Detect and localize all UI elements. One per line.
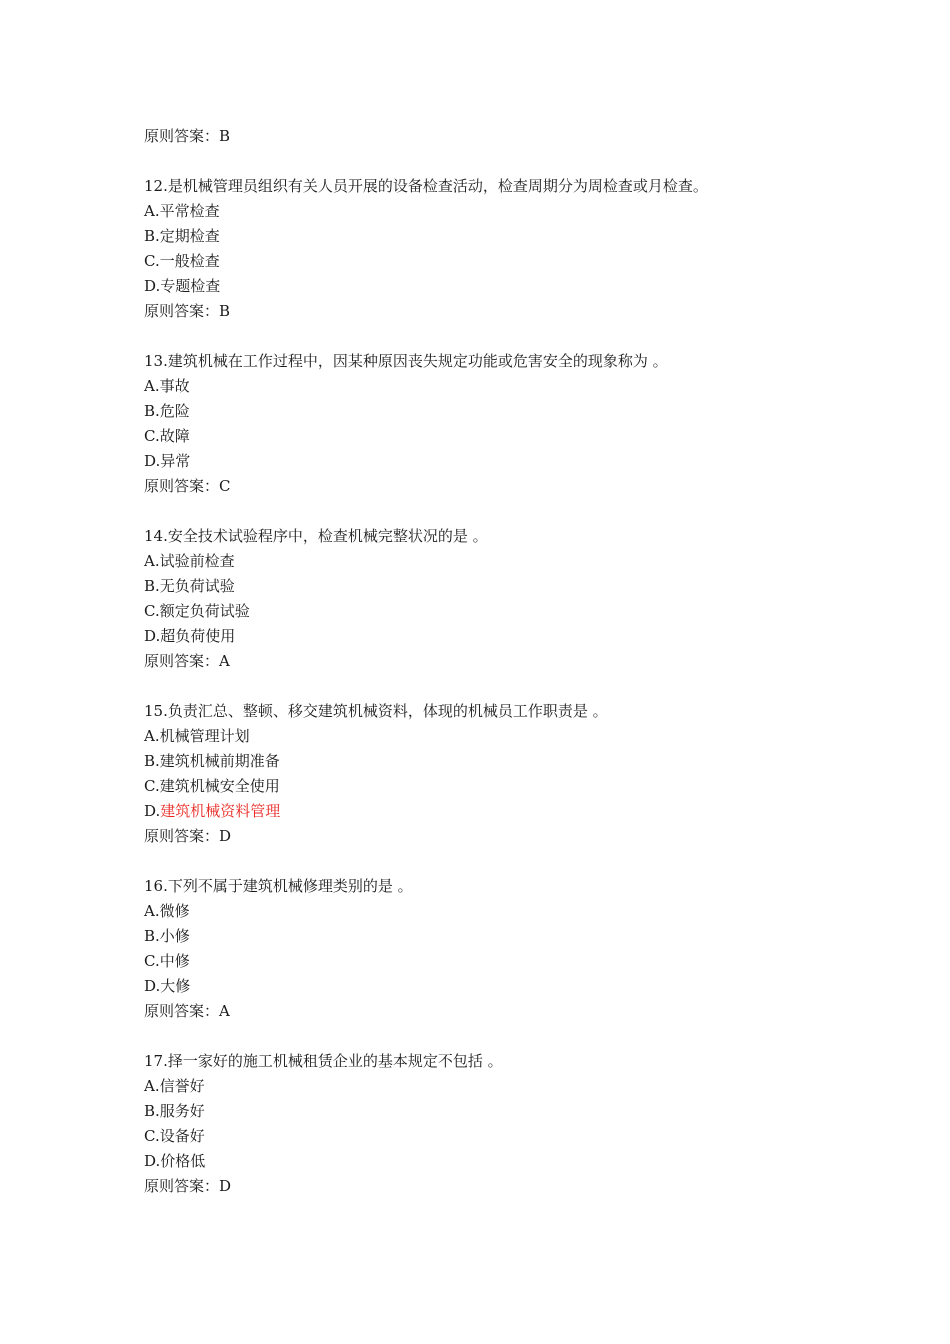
option-prefix: B. [144,402,160,420]
option-a [144,374,844,399]
question-stem: 12.是机械管理员组织有关人员开展的设备检查活动，检查周期分为周检查或月检查。 [144,177,708,195]
option-d [144,624,844,649]
question-block [144,874,844,1024]
option-d [144,799,844,824]
option-text: 中修 [159,952,190,970]
option-text: 建筑机械前期准备 [159,752,280,770]
option-prefix: D. [144,277,161,295]
spacer [144,674,844,699]
spacer [144,849,844,874]
option-c [144,774,844,799]
option-prefix: D. [144,1152,161,1170]
option-prefix: C. [144,1127,160,1145]
question-block [144,349,844,499]
option-prefix: B. [144,752,160,770]
option-c [144,249,844,274]
option-prefix: A. [144,377,160,395]
option-text: 专题检查 [160,277,221,295]
option-text: 额定负荷试验 [159,602,250,620]
option-prefix: A. [144,202,160,220]
option-prefix: D. [144,977,161,995]
question-block [144,524,844,674]
option-text: 超负荷使用 [160,627,236,645]
option-text: 服务好 [159,1102,205,1120]
option-prefix: C. [144,777,160,795]
answer-line: 原则答案：A [144,652,230,670]
option-prefix: D. [144,452,161,470]
option-text: 小修 [159,927,190,945]
option-b [144,574,844,599]
option-a [144,724,844,749]
answer-line: 原则答案：B [144,302,231,320]
option-prefix: C. [144,427,160,445]
option-text-highlighted: 建筑机械资料管理 [160,802,281,820]
option-prefix: C. [144,952,160,970]
option-prefix: B. [144,577,160,595]
option-prefix: B. [144,1102,160,1120]
option-c [144,599,844,624]
spacer [144,149,844,174]
option-text: 信誉好 [159,1077,205,1095]
option-prefix: A. [144,727,160,745]
option-text: 价格低 [160,1152,206,1170]
option-text: 无负荷试验 [159,577,235,595]
question-stem: 14.安全技术试验程序中，检查机械完整状况的是 。 [144,527,488,545]
option-text: 一般检查 [159,252,220,270]
option-text: 危险 [159,402,190,420]
option-c [144,424,844,449]
option-text: 故障 [159,427,190,445]
option-prefix: D. [144,802,161,820]
option-text: 建筑机械安全使用 [159,777,280,795]
answer-line: 原则答案：B [144,127,231,145]
option-b [144,1099,844,1124]
option-prefix: B. [144,927,160,945]
option-d [144,449,844,474]
option-b [144,399,844,424]
option-text: 设备好 [159,1127,205,1145]
answer-line: 原则答案：D [144,1177,232,1195]
option-b [144,224,844,249]
spacer [144,499,844,524]
question-block [144,699,844,849]
option-prefix: A. [144,552,160,570]
option-text: 微修 [159,902,190,920]
option-text: 异常 [160,452,191,470]
question-block [144,1049,844,1199]
spacer [144,324,844,349]
spacer [144,1024,844,1049]
question-stem: 16.下列不属于建筑机械修理类别的是 。 [144,877,413,895]
option-a [144,899,844,924]
option-prefix: C. [144,252,160,270]
option-a [144,1074,844,1099]
option-text: 机械管理计划 [159,727,250,745]
answer-line: 原则答案：A [144,1002,230,1020]
document-page [144,124,844,1199]
option-text: 定期检查 [159,227,220,245]
question-stem: 17.择一家好的施工机械租赁企业的基本规定不包括 。 [144,1052,503,1070]
option-b [144,749,844,774]
option-text: 试验前检查 [159,552,235,570]
question-stem: 13.建筑机械在工作过程中，因某种原因丧失规定功能或危害安全的现象称为 。 [144,352,668,370]
option-text: 大修 [160,977,191,995]
option-d [144,274,844,299]
option-d [144,1149,844,1174]
option-prefix: A. [144,902,160,920]
option-c [144,949,844,974]
answer-line: 原则答案：D [144,827,232,845]
option-a [144,549,844,574]
option-text: 平常检查 [159,202,220,220]
option-a [144,199,844,224]
option-c [144,1124,844,1149]
option-prefix: B. [144,227,160,245]
option-d [144,974,844,999]
option-prefix: D. [144,627,161,645]
option-b [144,924,844,949]
question-block [144,174,844,324]
option-prefix: A. [144,1077,160,1095]
answer-line: 原则答案：C [144,477,231,495]
option-prefix: C. [144,602,160,620]
option-text: 事故 [159,377,190,395]
question-stem: 15.负责汇总、整顿、移交建筑机械资料，体现的机械员工作职责是 。 [144,702,608,720]
